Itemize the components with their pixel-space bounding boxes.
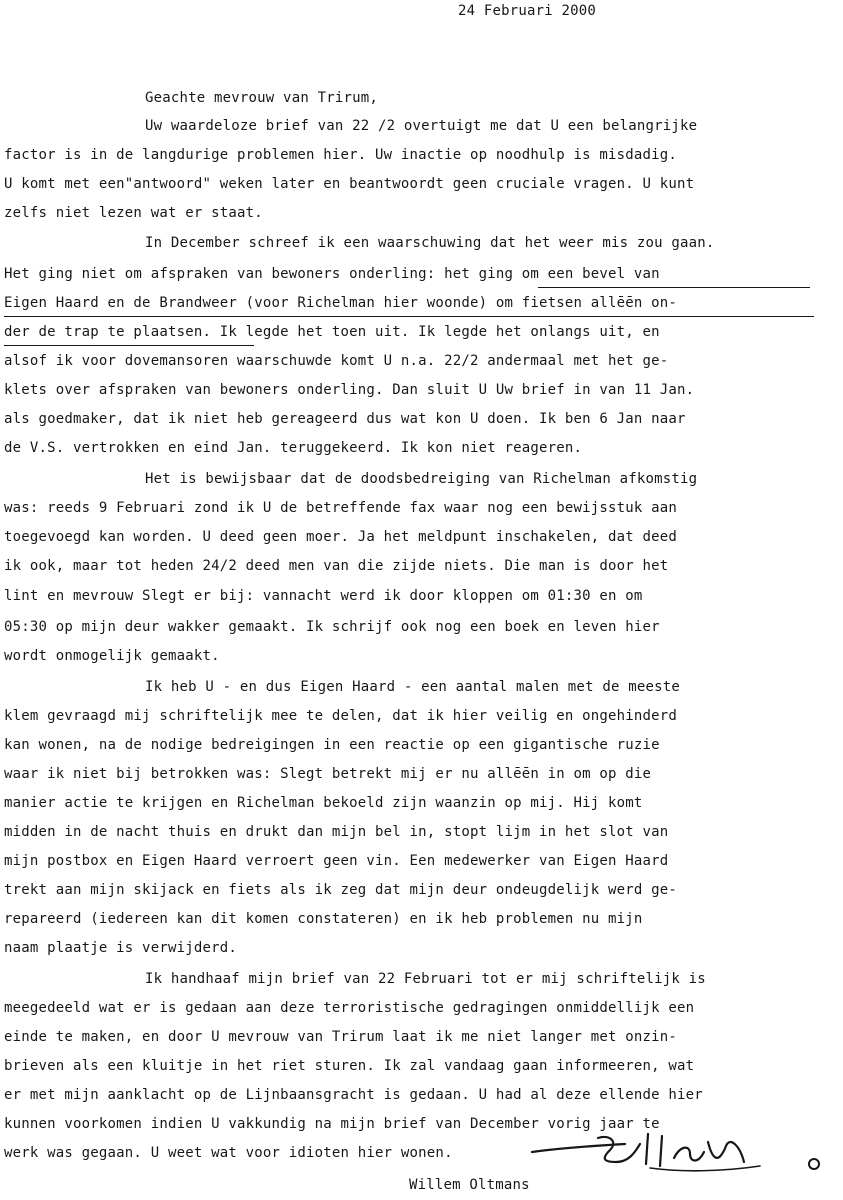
text-line: ik ook, maar tot heden 24/2 deed men van die zijde niets. Die man is door het <box>4 558 669 574</box>
text-line: was: reeds 9 Februari zond ik U de betreffende fax waar nog een bewijsstuk aan <box>4 500 678 516</box>
text-line: er met mijn aanklacht op de Lijnbaansgracht is gedaan. U had al deze ellende hier <box>4 1087 703 1103</box>
text-line: midden in de nacht thuis en drukt dan mijn bel in, stopt lijm in het slot van <box>4 824 669 840</box>
text-line: lint en mevrouw Slegt er bij: vannacht werd ik door kloppen om 01:30 en om <box>4 588 643 604</box>
underline-3 <box>4 345 254 346</box>
text-line: zelfs niet lezen wat er staat. <box>4 205 263 221</box>
text-line: In December schreef ik een waarschuwing dat het weer mis zou gaan. <box>145 235 715 251</box>
text-line: wordt onmogelijk gemaakt. <box>4 648 220 664</box>
text-line: Uw waardeloze brief van 22 /2 overtuigt me dat U een belangrijke <box>145 118 698 134</box>
text-line: der de trap te plaatsen. Ik legde het toen uit. Ik legde het onlangs uit, en <box>4 324 660 340</box>
handwritten-signature <box>530 1128 830 1178</box>
underline-1 <box>538 287 810 288</box>
text-line: U komt met een"antwoord" weken later en beantwoordt geen cruciale vragen. U kunt <box>4 176 695 192</box>
text-line: kan wonen, na de nodige bedreigingen in een reactie op een gigantische ruzie <box>4 737 660 753</box>
text-line: waar ik niet bij betrokken was: Slegt betrekt mij er nu allēēn in om op die <box>4 766 652 782</box>
text-line: brieven als een kluitje in het riet sturen. Ik zal vandaag gaan informeeren, wat <box>4 1058 695 1074</box>
text-line: einde te maken, en door U mevrouw van Trirum laat ik me niet langer met onzin- <box>4 1029 678 1045</box>
text-line: klem gevraagd mij schriftelijk mee te delen, dat ik hier veilig en ongehinderd <box>4 708 678 724</box>
text-line: naam plaatje is verwijderd. <box>4 940 237 956</box>
text-line: repareerd (iedereen kan dit komen constateren) en ik heb problemen nu mijn <box>4 911 643 927</box>
text-line: meegedeeld wat er is gedaan aan deze terroristische gedragingen onmiddellijk een <box>4 1000 695 1016</box>
text-line: Eigen Haard en de Brandweer (voor Richelman hier woonde) om fietsen allēēn on- <box>4 295 678 311</box>
text-line: de V.S. vertrokken en eind Jan. teruggekeerd. Ik kon niet reageren. <box>4 440 583 456</box>
text-line: kunnen voorkomen indien U vakkundig na mijn brief van December vorig jaar te <box>4 1116 660 1132</box>
text-line: klets over afspraken van bewoners onderling. Dan sluit U Uw brief in van 11 Jan. <box>4 382 695 398</box>
salutation: Geachte mevrouw van Trirum, <box>145 90 378 106</box>
text-line: als goedmaker, dat ik niet heb gereageerd dus wat kon U doen. Ik ben 6 Jan naar <box>4 411 686 427</box>
text-line: werk was gegaan. U weet wat voor idioten hier wonen. <box>4 1145 453 1161</box>
text-line: Het ging niet om afspraken van bewoners onderling: het ging om een bevel van <box>4 266 660 282</box>
text-line: Ik handhaaf mijn brief van 22 Februari tot er mij schriftelijk is <box>145 971 706 987</box>
text-line: mijn postbox en Eigen Haard verroert geen vin. Een medewerker van Eigen Haard <box>4 853 669 869</box>
underline-2 <box>4 316 814 317</box>
text-line: Ik heb U - en dus Eigen Haard - een aantal malen met de meeste <box>145 679 680 695</box>
text-line: Het is bewijsbaar dat de doodsbedreiging van Richelman afkomstig <box>145 471 698 487</box>
signature-name: Willem Oltmans <box>409 1177 530 1193</box>
text-line: trekt aan mijn skijack en fiets als ik zeg dat mijn deur ondeugdelijk werd ge- <box>4 882 678 898</box>
text-line: manier actie te krijgen en Richelman bekoeld zijn waanzin op mij. Hij komt <box>4 795 643 811</box>
letter-date: 24 Februari 2000 <box>458 3 597 19</box>
text-line: factor is in de langdurige problemen hier. Uw inactie op noodhulp is misdadig. <box>4 147 678 163</box>
text-line: 05:30 op mijn deur wakker gemaakt. Ik schrijf ook nog een boek en leven hier <box>4 619 660 635</box>
text-line: alsof ik voor dovemansoren waarschuwde komt U n.a. 22/2 andermaal met het ge- <box>4 353 669 369</box>
text-line: toegevoegd kan worden. U deed geen moer. Ja het meldpunt inschakelen, dat deed <box>4 529 678 545</box>
